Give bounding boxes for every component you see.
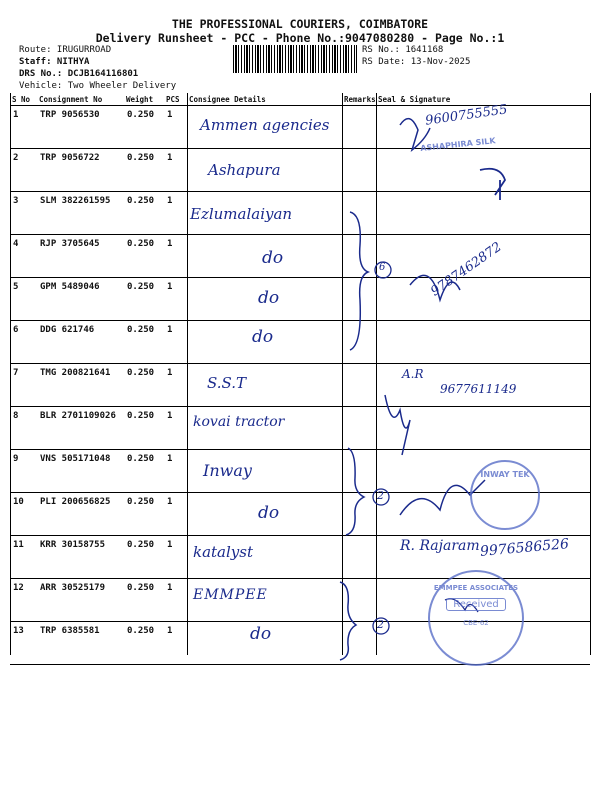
cell-consignment: GPM 5489046	[37, 278, 124, 321]
cell-sno: 13	[10, 622, 37, 665]
rs-number: RS No.: 1641168	[362, 45, 444, 55]
cell-weight: 0.250	[124, 321, 164, 364]
cell-pcs: 1	[164, 579, 187, 622]
col-signature: Seal & Signature	[376, 93, 590, 106]
cell-consignment: SLM 382261595	[37, 192, 124, 235]
cell-sno: 12	[10, 579, 37, 622]
handwritten-phone: 9677611149	[440, 382, 517, 396]
rs-date: RS Date: 13-Nov-2025	[362, 57, 471, 67]
vehicle: Vehicle: Two Wheeler Delivery	[19, 81, 177, 91]
col-pcs: PCS	[164, 93, 187, 106]
cell-sno: 11	[10, 536, 37, 579]
cell-weight: 0.250	[124, 579, 164, 622]
handwritten-signature: R. Rajaram	[400, 538, 480, 554]
cell-consignment: BLR 2701109026	[37, 407, 124, 450]
cell-consignment: ARR 30525179	[37, 579, 124, 622]
handwritten-phone: 9787462872	[428, 239, 505, 300]
cell-pcs: 1	[164, 622, 187, 665]
consignee-handwriting: katalyst	[193, 543, 253, 561]
stamp-inway: INWAY TEK	[470, 460, 540, 530]
cell-sno: 9	[10, 450, 37, 493]
consignee-handwriting: do	[252, 327, 274, 347]
drs-number: DRS No.: DCJB164116801	[19, 69, 139, 79]
consignee-handwriting: Ashapura	[208, 161, 281, 179]
cell-consignment: RJP 3705645	[37, 235, 124, 278]
brace-mark	[340, 582, 356, 660]
col-weight: Weight	[124, 93, 164, 106]
cell-pcs: 1	[164, 536, 187, 579]
cell-consignment: TRP 9056530	[37, 106, 124, 149]
consignee-handwriting: do	[258, 288, 280, 308]
cell-sno: 6	[10, 321, 37, 364]
cell-pcs: 1	[164, 278, 187, 321]
cell-weight: 0.250	[124, 493, 164, 536]
runsheet-title: Delivery Runsheet - PCC - Phone No.:9047080280 - Page No.:1	[95, 31, 505, 45]
cell-weight: 0.250	[124, 278, 164, 321]
cell-sno: 4	[10, 235, 37, 278]
cell-consignment: PLI 200656825	[37, 493, 124, 536]
cell-sno: 8	[10, 407, 37, 450]
cell-sno: 10	[10, 493, 37, 536]
consignee-handwriting: do	[258, 503, 280, 523]
cell-consignment: VNS 505171048	[37, 450, 124, 493]
brace-mark	[346, 448, 364, 535]
consignee-handwriting: EMMPEE	[193, 587, 268, 603]
consignee-handwriting: kovai tractor	[193, 414, 285, 430]
col-remarks: Remarks	[344, 94, 376, 104]
consignee-handwriting: do	[262, 248, 284, 268]
cell-pcs: 1	[164, 321, 187, 364]
consignee-handwriting: Ammen agencies	[200, 116, 330, 134]
cell-weight: 0.250	[124, 364, 164, 407]
cell-weight: 0.250	[124, 622, 164, 665]
signature-stroke	[385, 395, 410, 455]
remark-number: 2	[377, 618, 384, 631]
cell-sno: 2	[10, 149, 37, 192]
consignee-handwriting: do	[250, 624, 272, 644]
cell-weight: 0.250	[124, 536, 164, 579]
cell-pcs: 1	[164, 407, 187, 450]
cell-sno: 7	[10, 364, 37, 407]
consignee-handwriting: Ezlumalaiyan	[190, 205, 293, 223]
cell-weight: 0.250	[124, 192, 164, 235]
cell-weight: 0.250	[124, 450, 164, 493]
handwritten-phone: 9976586526	[479, 536, 570, 560]
cell-consignment: TMG 200821641	[37, 364, 124, 407]
cell-sno: 5	[10, 278, 37, 321]
col-sno: S No	[10, 93, 37, 106]
cell-sno: 1	[10, 106, 37, 149]
cell-pcs: 1	[164, 192, 187, 235]
col-consignment: Consignment No	[37, 93, 124, 106]
remark-number: 2	[377, 489, 384, 502]
cell-sno: 3	[10, 192, 37, 235]
cell-consignment: KRR 30158755	[37, 536, 124, 579]
handwritten-phone: 9600755555	[424, 102, 509, 129]
staff: Staff: NITHYA	[19, 57, 90, 67]
brace-mark	[350, 212, 368, 350]
cell-weight: 0.250	[124, 106, 164, 149]
cell-pcs: 1	[164, 364, 187, 407]
route: Route: IRUGURROAD	[19, 45, 112, 55]
cell-weight: 0.250	[124, 235, 164, 278]
cell-consignment: TRP 9056722	[37, 149, 124, 192]
cell-consignment: DDG 621746	[37, 321, 124, 364]
cell-pcs: 1	[164, 493, 187, 536]
cell-pcs: 1	[164, 106, 187, 149]
handwritten-signature: A.R	[402, 367, 424, 381]
cell-weight: 0.250	[124, 149, 164, 192]
cell-consignment: TRP 6385581	[37, 622, 124, 665]
consignee-handwriting: S.S.T	[207, 374, 247, 392]
cell-pcs: 1	[164, 149, 187, 192]
consignee-handwriting: Inway	[203, 461, 252, 480]
remark-number: 6	[379, 262, 386, 273]
company-title: THE PROFESSIONAL COURIERS, COIMBATORE	[171, 17, 429, 31]
stamp-ashaphira: ASHAPHIRA SILK	[419, 136, 496, 154]
cell-pcs: 1	[164, 450, 187, 493]
stamp-emmpee: EMMPEE ASSOCIATES Received CBE-62	[428, 570, 524, 666]
col-consignee: Consignee Details	[187, 93, 342, 106]
cell-pcs: 1	[164, 235, 187, 278]
cell-weight: 0.250	[124, 407, 164, 450]
